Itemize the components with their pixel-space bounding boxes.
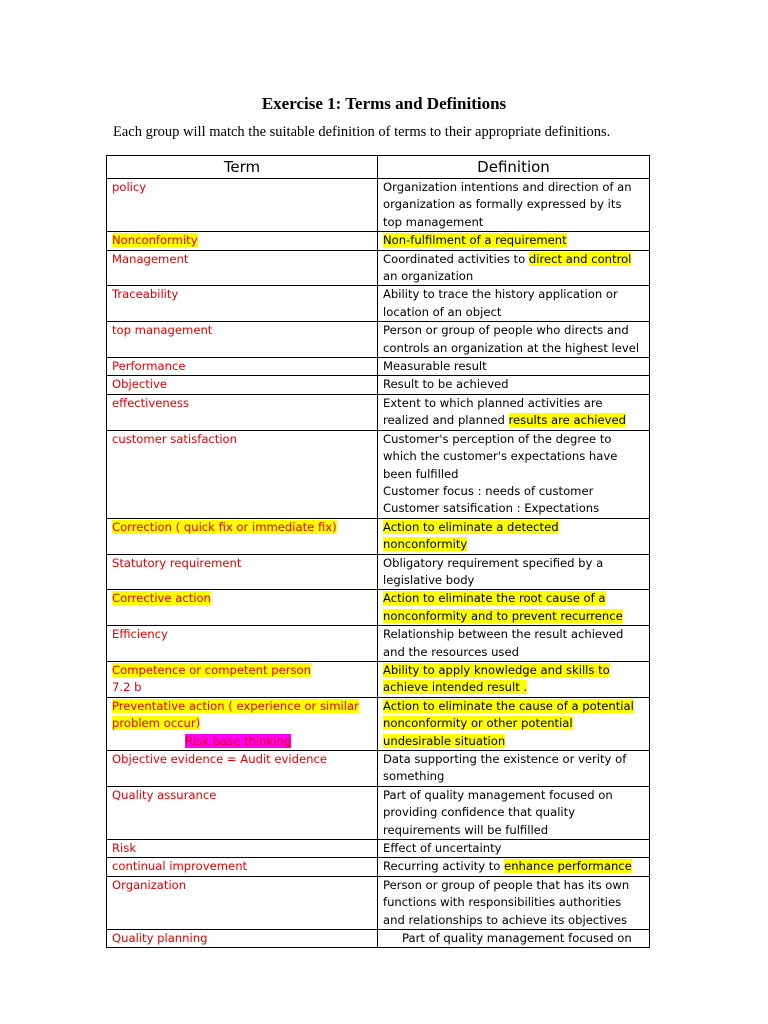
table-row xyxy=(107,322,650,358)
term-cell xyxy=(107,250,378,286)
definition-cell xyxy=(378,930,650,948)
term-clause-ref: 7.2 b xyxy=(112,680,142,695)
definition-cell xyxy=(378,751,650,787)
table-row xyxy=(107,786,650,839)
term-cell xyxy=(107,430,378,518)
terms-table xyxy=(106,155,650,948)
definition-cell xyxy=(378,661,650,697)
table-row xyxy=(107,554,650,590)
term-column-header: Term xyxy=(107,156,378,179)
definition-text: Part of quality management focused on providing confidence that quality requirements will be fulfilled xyxy=(383,787,613,837)
definition-cell xyxy=(378,430,650,518)
definition-text: Obligatory requirement specified by a legislative body xyxy=(383,555,604,587)
term-cell xyxy=(107,554,378,590)
term-cell xyxy=(107,286,378,322)
term-cell xyxy=(107,394,378,430)
definition-text-highlighted: Ability to apply knowledge and skills to achieve intended result . xyxy=(383,662,610,695)
definition-cell xyxy=(378,518,650,554)
definition-text: Effect of uncertainty xyxy=(383,841,502,856)
term-cell xyxy=(107,179,378,232)
term-text: top management xyxy=(112,323,213,338)
definition-cell xyxy=(378,697,650,750)
definition-cell xyxy=(378,858,650,876)
term-cell xyxy=(107,518,378,554)
term-text: effectiveness xyxy=(112,395,189,410)
definition-text: Result to be achieved xyxy=(383,377,509,392)
term-cell xyxy=(107,751,378,787)
term-text-highlighted: Competence or competent person xyxy=(112,662,311,677)
table-row xyxy=(107,358,650,376)
term-cell xyxy=(107,661,378,697)
definition-cell xyxy=(378,358,650,376)
table-row xyxy=(107,232,650,250)
definition-text-highlighted: Action to eliminate a detected nonconformity xyxy=(383,519,559,552)
definition-text-highlighted: Action to eliminate the cause of a potential nonconformity or other potential undesirable situation xyxy=(383,698,634,748)
definition-text: Part of quality management focused on xyxy=(402,931,632,946)
definition-cell xyxy=(378,590,650,626)
term-text: Efficiency xyxy=(112,627,168,642)
table-row xyxy=(107,590,650,626)
page-title: Exercise 1: Terms and Definitions xyxy=(261,94,507,113)
table-row xyxy=(107,286,650,322)
term-text: Performance xyxy=(112,359,186,374)
table-row xyxy=(107,626,650,662)
term-text: Risk xyxy=(112,841,137,856)
definition-text: Customer's perception of the degree to which the customer's expectations have been fulfilled xyxy=(383,431,618,481)
table-row xyxy=(107,394,650,430)
term-text: continual improvement xyxy=(112,859,248,874)
term-text: policy xyxy=(112,180,147,194)
table-row xyxy=(107,858,650,876)
term-cell xyxy=(107,697,378,750)
definition-highlight: direct and control xyxy=(528,251,632,266)
definition-cell xyxy=(378,786,650,839)
table-row xyxy=(107,697,650,750)
term-cell xyxy=(107,590,378,626)
term-cell xyxy=(107,232,378,250)
term-note-pink: Risk base thinking xyxy=(185,733,292,748)
term-cell xyxy=(107,626,378,662)
table-header-row xyxy=(107,156,650,179)
definition-text: Ability to trace the history application or location of an object xyxy=(383,287,618,319)
definition-highlight: enhance performance xyxy=(504,859,632,874)
definition-cell xyxy=(378,840,650,858)
table-row xyxy=(107,840,650,858)
table-row xyxy=(107,876,650,929)
definition-highlight: results are achieved xyxy=(508,413,627,428)
definition-cell xyxy=(378,394,650,430)
table-row xyxy=(107,250,650,286)
definition-cell xyxy=(378,250,650,286)
intro-text: Each group will match the suitable definition of terms to their appropriate definitions. xyxy=(113,124,611,140)
term-cell xyxy=(107,930,378,948)
definition-text: Measurable result xyxy=(383,359,487,374)
term-text: Objective evidence = Audit evidence xyxy=(112,752,327,766)
definition-cell xyxy=(378,322,650,358)
table-row xyxy=(107,179,650,232)
definition-text: Coordinated activities to xyxy=(383,251,529,266)
term-text-highlighted: Preventative action ( experience or similar problem occur) xyxy=(112,698,359,731)
term-text: Quality assurance xyxy=(112,787,217,802)
definition-cell xyxy=(378,626,650,662)
definition-note: Customer focus : needs of customer xyxy=(383,483,594,498)
definition-text-highlighted: Non-fulfilment of a requirement xyxy=(383,233,567,248)
term-text-highlighted: Correction ( quick fix or immediate fix) xyxy=(112,519,337,534)
table-row xyxy=(107,930,650,948)
term-text: Statutory requirement xyxy=(112,555,242,570)
definition-cell xyxy=(378,179,650,232)
definition-text: Person or group of people who directs and controls an organization at the highest level xyxy=(383,323,640,355)
term-cell xyxy=(107,786,378,839)
term-cell xyxy=(107,840,378,858)
definition-text: Data supporting the existence or verity of something xyxy=(383,752,627,784)
definition-note: Customer satsification : Expectations xyxy=(383,501,600,516)
definition-cell xyxy=(378,286,650,322)
table-row xyxy=(107,751,650,787)
definition-text: Organization intentions and direction of an organization as formally expressed by its top management xyxy=(383,180,632,229)
term-cell xyxy=(107,376,378,394)
definition-cell xyxy=(378,554,650,590)
term-cell xyxy=(107,322,378,358)
definition-text: Extent to which planned activities are realized and planned xyxy=(383,395,603,428)
table-row xyxy=(107,376,650,394)
term-text: Organization xyxy=(112,877,187,892)
term-text: Quality planning xyxy=(112,931,208,946)
term-text: Traceability xyxy=(112,287,179,302)
term-cell xyxy=(107,358,378,376)
table-row xyxy=(107,661,650,697)
table-row xyxy=(107,430,650,518)
term-cell xyxy=(107,876,378,929)
definition-cell xyxy=(378,232,650,250)
term-text: Management xyxy=(112,251,189,266)
definition-text: Relationship between the result achieved and the resources used xyxy=(383,627,624,659)
definition-text-highlighted: Action to eliminate the root cause of a nonconformity and to prevent recurrence xyxy=(383,591,623,623)
term-cell xyxy=(107,858,378,876)
table-row xyxy=(107,518,650,554)
definition-column-header: Definition xyxy=(378,156,650,179)
term-text: customer satisfaction xyxy=(112,431,238,446)
definition-text: Person or group of people that has its own functions with responsibilities authorities and relationships to achieve its objectives xyxy=(383,877,630,927)
term-text-highlighted: Corrective action xyxy=(112,591,211,606)
term-text-highlighted: Nonconformity xyxy=(112,233,198,248)
definition-text: Recurring activity to xyxy=(383,859,505,874)
definition-cell xyxy=(378,376,650,394)
definition-text: an organization xyxy=(383,269,474,284)
term-text: Objective xyxy=(112,377,167,392)
definition-cell xyxy=(378,876,650,929)
